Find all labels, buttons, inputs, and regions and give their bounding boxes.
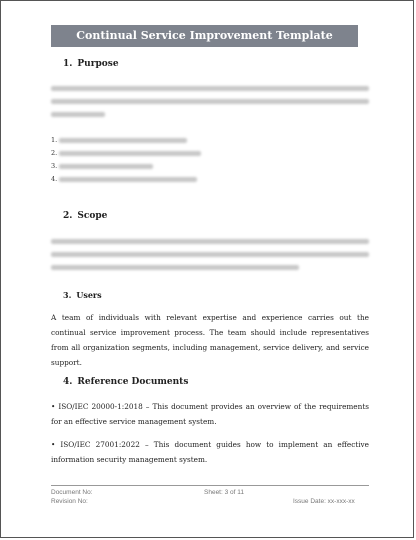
blurred-text-line bbox=[51, 252, 369, 257]
blurred-list-item bbox=[59, 177, 197, 182]
section-heading-references bbox=[63, 377, 188, 387]
section-number: 1. bbox=[63, 59, 73, 69]
blurred-text-line bbox=[51, 99, 369, 104]
list-number: 1. bbox=[51, 136, 58, 144]
footer-issue-date: Issue Date: xx-xxx-xx bbox=[293, 498, 355, 505]
section-title: Users bbox=[76, 290, 102, 300]
list-number: 2. bbox=[51, 149, 58, 157]
document-title: Continual Service Improvement Template bbox=[51, 25, 358, 47]
users-paragraph: A team of individuals with relevant expertise and experience carries out the continual service improvement process. The team should include representatives from all organization segments, including management, service delivery, and service support. bbox=[51, 313, 369, 367]
footer-document-no: Document No: bbox=[51, 489, 93, 496]
section-title: Purpose bbox=[77, 59, 119, 69]
list-number: 4. bbox=[51, 175, 58, 183]
blurred-text-line bbox=[51, 86, 369, 91]
section-number: 2. bbox=[63, 211, 73, 221]
blurred-list-item bbox=[59, 138, 187, 143]
section-heading-users bbox=[63, 290, 102, 300]
reference-item: • ISO/IEC 27001:2022 – This document guides how to implement an effective information security management system. bbox=[51, 440, 369, 464]
section-number: 3. bbox=[63, 290, 72, 300]
footer-revision-no: Revision No: bbox=[51, 498, 88, 505]
list-number: 3. bbox=[51, 162, 58, 170]
footer-sheet: Sheet: 3 of 11 bbox=[204, 489, 244, 496]
blurred-text-line bbox=[51, 265, 299, 270]
blurred-list-item bbox=[59, 164, 153, 169]
blurred-text-line bbox=[51, 112, 105, 117]
section-heading-purpose bbox=[63, 59, 119, 69]
section-number: 4. bbox=[63, 377, 73, 387]
section-title: Scope bbox=[77, 211, 108, 221]
blurred-text-line bbox=[51, 239, 369, 244]
footer-divider bbox=[51, 485, 369, 486]
blurred-list-item bbox=[59, 151, 201, 156]
section-title: Reference Documents bbox=[77, 377, 189, 387]
reference-item: • ISO/IEC 20000-1:2018 – This document provides an overview of the requirements for an effective service management system. bbox=[51, 402, 369, 426]
section-heading-scope bbox=[63, 211, 107, 221]
